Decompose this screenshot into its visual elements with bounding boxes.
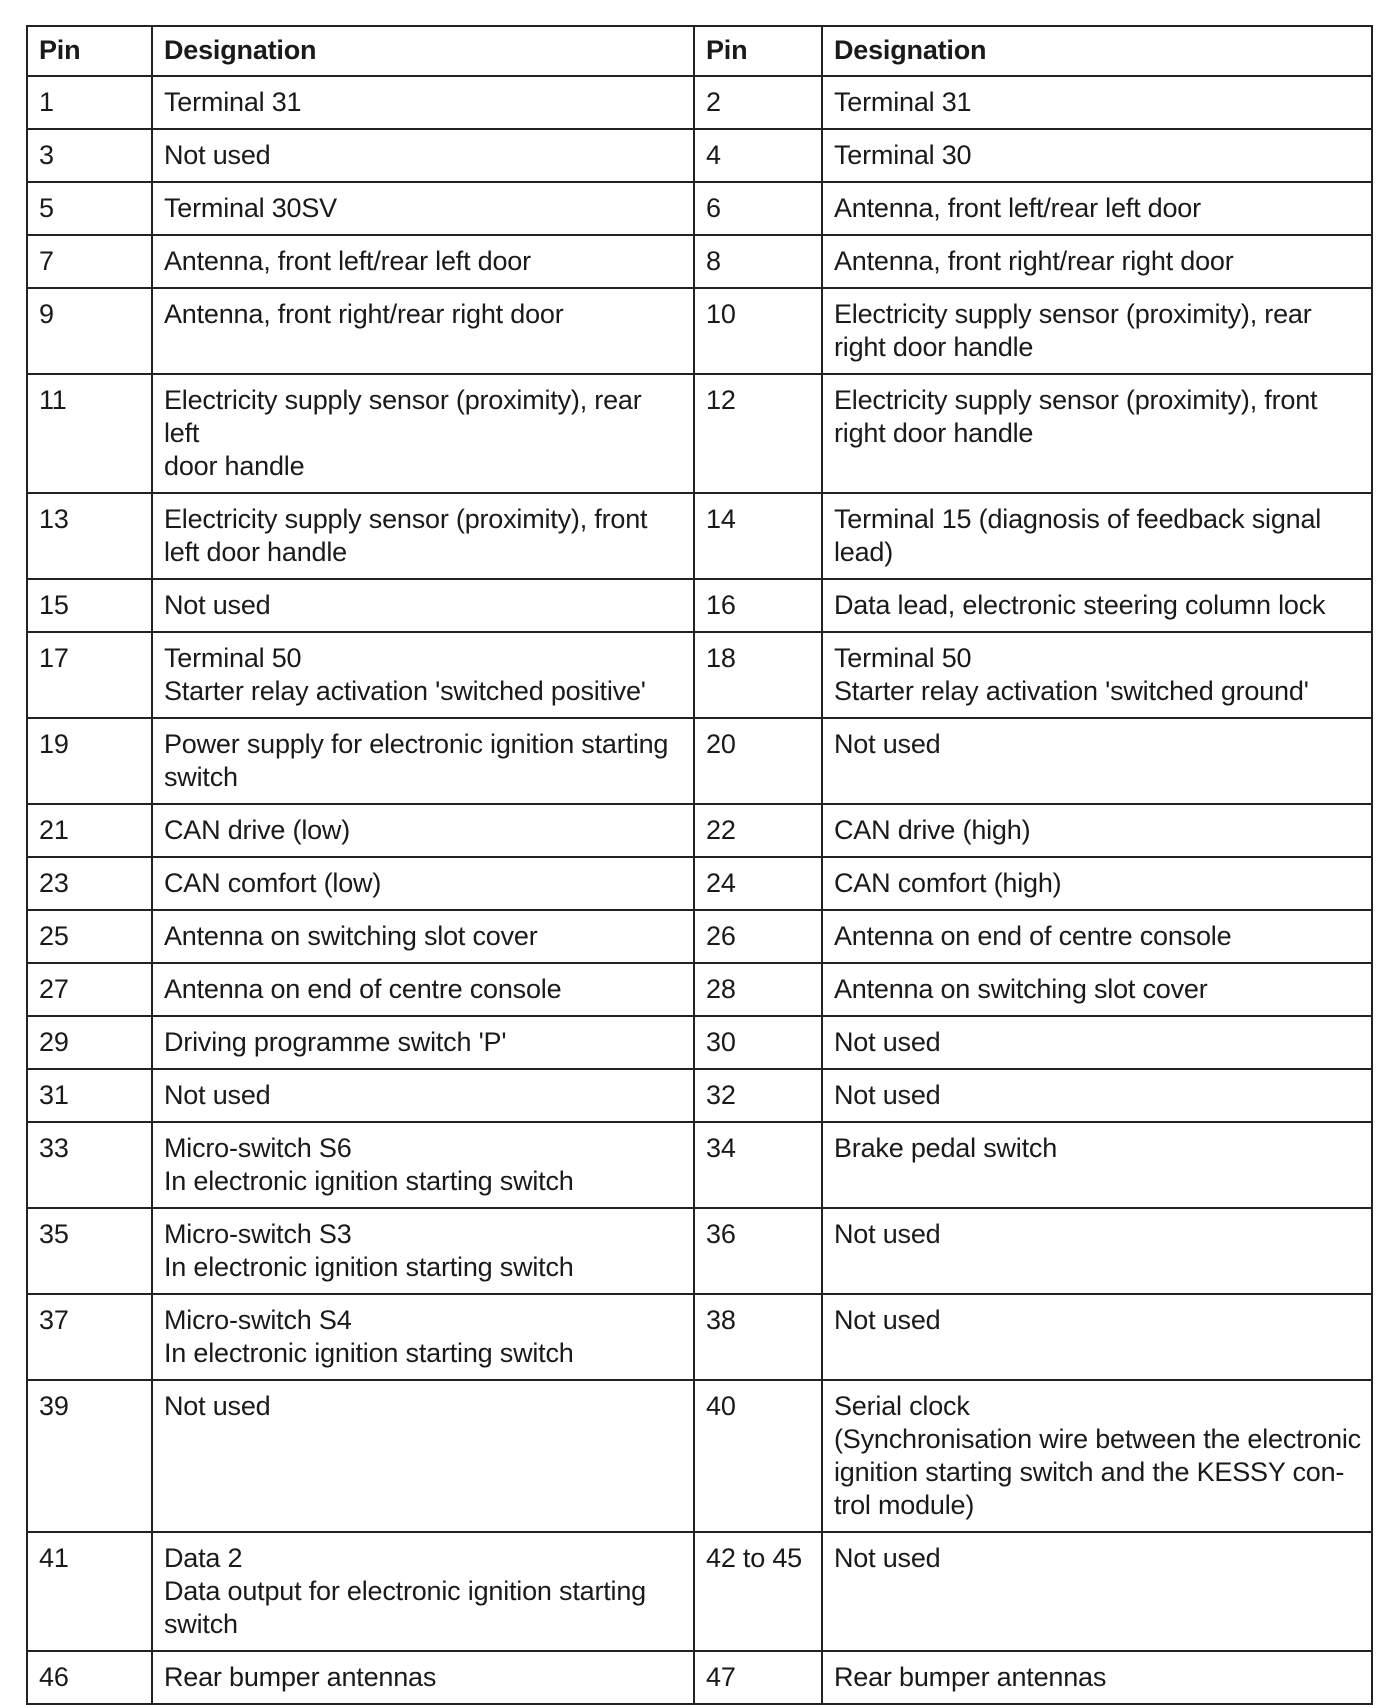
- table-row: [27, 1651, 1372, 1704]
- table-row: [27, 963, 1372, 1016]
- pin-left-cell: 17: [27, 632, 152, 718]
- table-row: [27, 1208, 1372, 1294]
- table-row: [27, 235, 1372, 288]
- pin-left-cell: 5: [27, 182, 152, 235]
- designation-left-cell: Antenna on end of centre console: [152, 963, 694, 1016]
- designation-right-cell: Brake pedal switch: [822, 1122, 1372, 1208]
- table-row: [27, 1294, 1372, 1380]
- pin-left-cell: 1: [27, 76, 152, 129]
- table-row: [27, 1380, 1372, 1532]
- pin-left-cell: 9: [27, 288, 152, 374]
- table-row: [27, 579, 1372, 632]
- table-row: [27, 718, 1372, 804]
- designation-left-cell: Micro-switch S3 In electronic ignition starting switch: [152, 1208, 694, 1294]
- designation-right-cell: CAN comfort (high): [822, 857, 1372, 910]
- designation-right-cell: Terminal 15 (diagnosis of feedback signal lead): [822, 493, 1372, 579]
- designation-right-cell: Antenna, front left/rear left door: [822, 182, 1372, 235]
- table-row: [27, 910, 1372, 963]
- table-row: [27, 374, 1372, 493]
- pin-left-cell: 33: [27, 1122, 152, 1208]
- table-row: [27, 1069, 1372, 1122]
- designation-left-cell: Terminal 31: [152, 76, 694, 129]
- pin-right-cell: 30: [694, 1016, 822, 1069]
- designation-right-cell: Antenna on end of centre console: [822, 910, 1372, 963]
- designation-left-cell: Power supply for electronic ignition starting switch: [152, 718, 694, 804]
- designation-right-cell: Not used: [822, 1532, 1372, 1651]
- pin-right-cell: 10: [694, 288, 822, 374]
- designation-right-cell: Not used: [822, 718, 1372, 804]
- pin-right-cell: 8: [694, 235, 822, 288]
- designation-left-cell: Not used: [152, 579, 694, 632]
- pin-left-cell: 23: [27, 857, 152, 910]
- pin-right-cell: 42 to 45: [694, 1532, 822, 1651]
- pin-left-cell: 15: [27, 579, 152, 632]
- pin-left-cell: 41: [27, 1532, 152, 1651]
- designation-left-cell: Not used: [152, 1380, 694, 1532]
- designation-left-cell: CAN comfort (low): [152, 857, 694, 910]
- pin-right-cell: 40: [694, 1380, 822, 1532]
- designation-right-cell: Terminal 50 Starter relay activation 'switched ground': [822, 632, 1372, 718]
- designation-right-cell: Antenna on switching slot cover: [822, 963, 1372, 1016]
- designation-right-cell: CAN drive (high): [822, 804, 1372, 857]
- pin-right-cell: 22: [694, 804, 822, 857]
- table-row: [27, 857, 1372, 910]
- pin-right-cell: 18: [694, 632, 822, 718]
- pin-left-cell: 11: [27, 374, 152, 493]
- designation-left-cell: Data 2 Data output for electronic ignition starting switch: [152, 1532, 694, 1651]
- designation-right-cell: Electricity supply sensor (proximity), front right door handle: [822, 374, 1372, 493]
- pin-left-cell: 31: [27, 1069, 152, 1122]
- pin-right-cell: 47: [694, 1651, 822, 1704]
- designation-left-cell: Antenna on switching slot cover: [152, 910, 694, 963]
- pin-left-cell: 27: [27, 963, 152, 1016]
- pin-left-cell: 39: [27, 1380, 152, 1532]
- pin-right-cell: 28: [694, 963, 822, 1016]
- pin-left-cell: 13: [27, 493, 152, 579]
- pin-left-cell: 7: [27, 235, 152, 288]
- pin-left-cell: 19: [27, 718, 152, 804]
- header-pin-right: Pin: [694, 26, 822, 76]
- table-row: [27, 182, 1372, 235]
- table-row: [27, 129, 1372, 182]
- pin-left-cell: 3: [27, 129, 152, 182]
- pin-right-cell: 32: [694, 1069, 822, 1122]
- designation-right-cell: Electricity supply sensor (proximity), rear right door handle: [822, 288, 1372, 374]
- pin-right-cell: 6: [694, 182, 822, 235]
- pin-right-cell: 2: [694, 76, 822, 129]
- designation-left-cell: Terminal 30SV: [152, 182, 694, 235]
- designation-left-cell: Micro-switch S4 In electronic ignition starting switch: [152, 1294, 694, 1380]
- pin-right-cell: 14: [694, 493, 822, 579]
- pin-right-cell: 16: [694, 579, 822, 632]
- designation-right-cell: Serial clock (Synchronisation wire between the electronic ignition starting switch and the KESSY con- trol module): [822, 1380, 1372, 1532]
- pin-left-cell: 37: [27, 1294, 152, 1380]
- table-row: [27, 288, 1372, 374]
- pin-right-cell: 34: [694, 1122, 822, 1208]
- designation-left-cell: Micro-switch S6 In electronic ignition starting switch: [152, 1122, 694, 1208]
- designation-left-cell: Antenna, front left/rear left door: [152, 235, 694, 288]
- designation-right-cell: Not used: [822, 1208, 1372, 1294]
- designation-left-cell: Electricity supply sensor (proximity), rear left door handle: [152, 374, 694, 493]
- designation-right-cell: Data lead, electronic steering column lock: [822, 579, 1372, 632]
- table-row: [27, 493, 1372, 579]
- table-body: [27, 76, 1372, 1704]
- pin-left-cell: 46: [27, 1651, 152, 1704]
- pin-designation-table: [26, 25, 1373, 1705]
- pin-left-cell: 25: [27, 910, 152, 963]
- pin-right-cell: 12: [694, 374, 822, 493]
- pin-right-cell: 20: [694, 718, 822, 804]
- designation-right-cell: Antenna, front right/rear right door: [822, 235, 1372, 288]
- designation-left-cell: CAN drive (low): [152, 804, 694, 857]
- table-row: [27, 76, 1372, 129]
- designation-right-cell: Not used: [822, 1294, 1372, 1380]
- table-row: [27, 632, 1372, 718]
- pin-left-cell: 29: [27, 1016, 152, 1069]
- pin-right-cell: 38: [694, 1294, 822, 1380]
- designation-right-cell: Not used: [822, 1069, 1372, 1122]
- designation-left-cell: Antenna, front right/rear right door: [152, 288, 694, 374]
- pin-right-cell: 24: [694, 857, 822, 910]
- table-row: [27, 1016, 1372, 1069]
- header-designation-left: Designation: [152, 26, 694, 76]
- pin-left-cell: 21: [27, 804, 152, 857]
- table-row: [27, 804, 1372, 857]
- pin-right-cell: 4: [694, 129, 822, 182]
- designation-left-cell: Electricity supply sensor (proximity), front left door handle: [152, 493, 694, 579]
- pin-right-cell: 36: [694, 1208, 822, 1294]
- header-row: [27, 26, 1372, 76]
- designation-right-cell: Terminal 31: [822, 76, 1372, 129]
- designation-right-cell: Not used: [822, 1016, 1372, 1069]
- designation-right-cell: Rear bumper antennas: [822, 1651, 1372, 1704]
- designation-right-cell: Terminal 30: [822, 129, 1372, 182]
- header-pin-left: Pin: [27, 26, 152, 76]
- designation-left-cell: Driving programme switch 'P': [152, 1016, 694, 1069]
- designation-left-cell: Terminal 50 Starter relay activation 'switched positive': [152, 632, 694, 718]
- designation-left-cell: Rear bumper antennas: [152, 1651, 694, 1704]
- designation-left-cell: Not used: [152, 1069, 694, 1122]
- table-row: [27, 1122, 1372, 1208]
- table-row: [27, 1532, 1372, 1651]
- pin-right-cell: 26: [694, 910, 822, 963]
- header-designation-right: Designation: [822, 26, 1372, 76]
- table-header: [27, 26, 1372, 76]
- pin-left-cell: 35: [27, 1208, 152, 1294]
- designation-left-cell: Not used: [152, 129, 694, 182]
